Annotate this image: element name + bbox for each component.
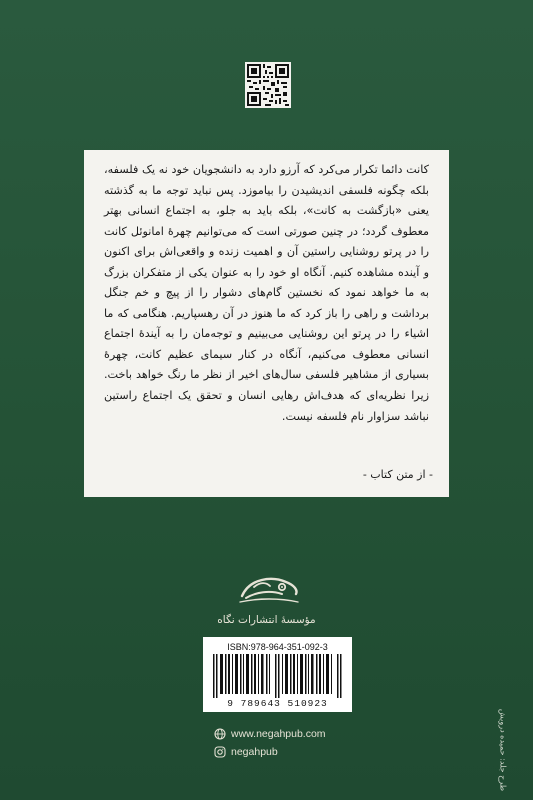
qr-code-icon (245, 62, 291, 108)
barcode-bars (213, 654, 342, 698)
instagram-row[interactable] (214, 746, 278, 758)
cover-credit-text: طرح جلد: حمیده درویش (498, 708, 508, 792)
globe-icon (214, 728, 226, 740)
blurb-text: کانت دائما تکرار می‌کرد که آرزو دارد به دانشجویان خود نه یک فلسفه، بلکه چگونه فلسفی اندیشیدن را بیاموزد. پس نباید توجه ما به گذشته یعنی «بازگشت به کانت»، بلکه باید به جلو، به اجتماع انسانی بهتر معطوف گردد؛ در چنین صورتی است که می‌توانیم چهرهٔ امانوئل کانت را در پرتو روشنایی راستین آن و اهمیت زنده و واقعی‌اش برای اکنون و آینده مشاهده کنیم. آنگاه او خود را به عنوان یکی از متفکران بزرگ به ما خواهد نمود که نخستین گام‌های دشوار را از پیچ و خم جنگل برداشت و راهی را باز کرد که ما هنوز در آن رهسپاریم. هنگامی که ما اشیاء را در پرتو این روشنایی می‌بینیم و توجه‌مان را به آیندهٔ اجتماع انسانی معطوف می‌کنیم، آنگاه در کنار سیمای عظیم کانت، چهرهٔ بسیاری از مشاهیر فلسفی سال‌های اخیر از نظر ما رنگ خواهد باخت. زیرا نظریه‌ای که هدف‌اش رهایی انسان و تحقق یک اجتماع راستین نباشد سزاوار نام فلسفه نیست. (104, 163, 429, 423)
website-row[interactable] (214, 728, 326, 740)
negah-logo (236, 572, 302, 608)
website-link[interactable]: www.negahpub.com (231, 728, 326, 740)
blurb-panel (84, 150, 449, 497)
ean-digits: 9 789643 510923 (227, 698, 328, 709)
source-note: - از متن کتاب - (362, 468, 433, 481)
instagram-handle[interactable]: negahpub (231, 746, 278, 758)
instagram-icon (214, 746, 226, 758)
publisher-name: مؤسسهٔ انتشارات نگاه (217, 614, 316, 626)
cover-credit (496, 700, 510, 800)
isbn-barcode (203, 637, 352, 712)
isbn-label: ISBN:978-964-351-092-3 (227, 642, 328, 652)
